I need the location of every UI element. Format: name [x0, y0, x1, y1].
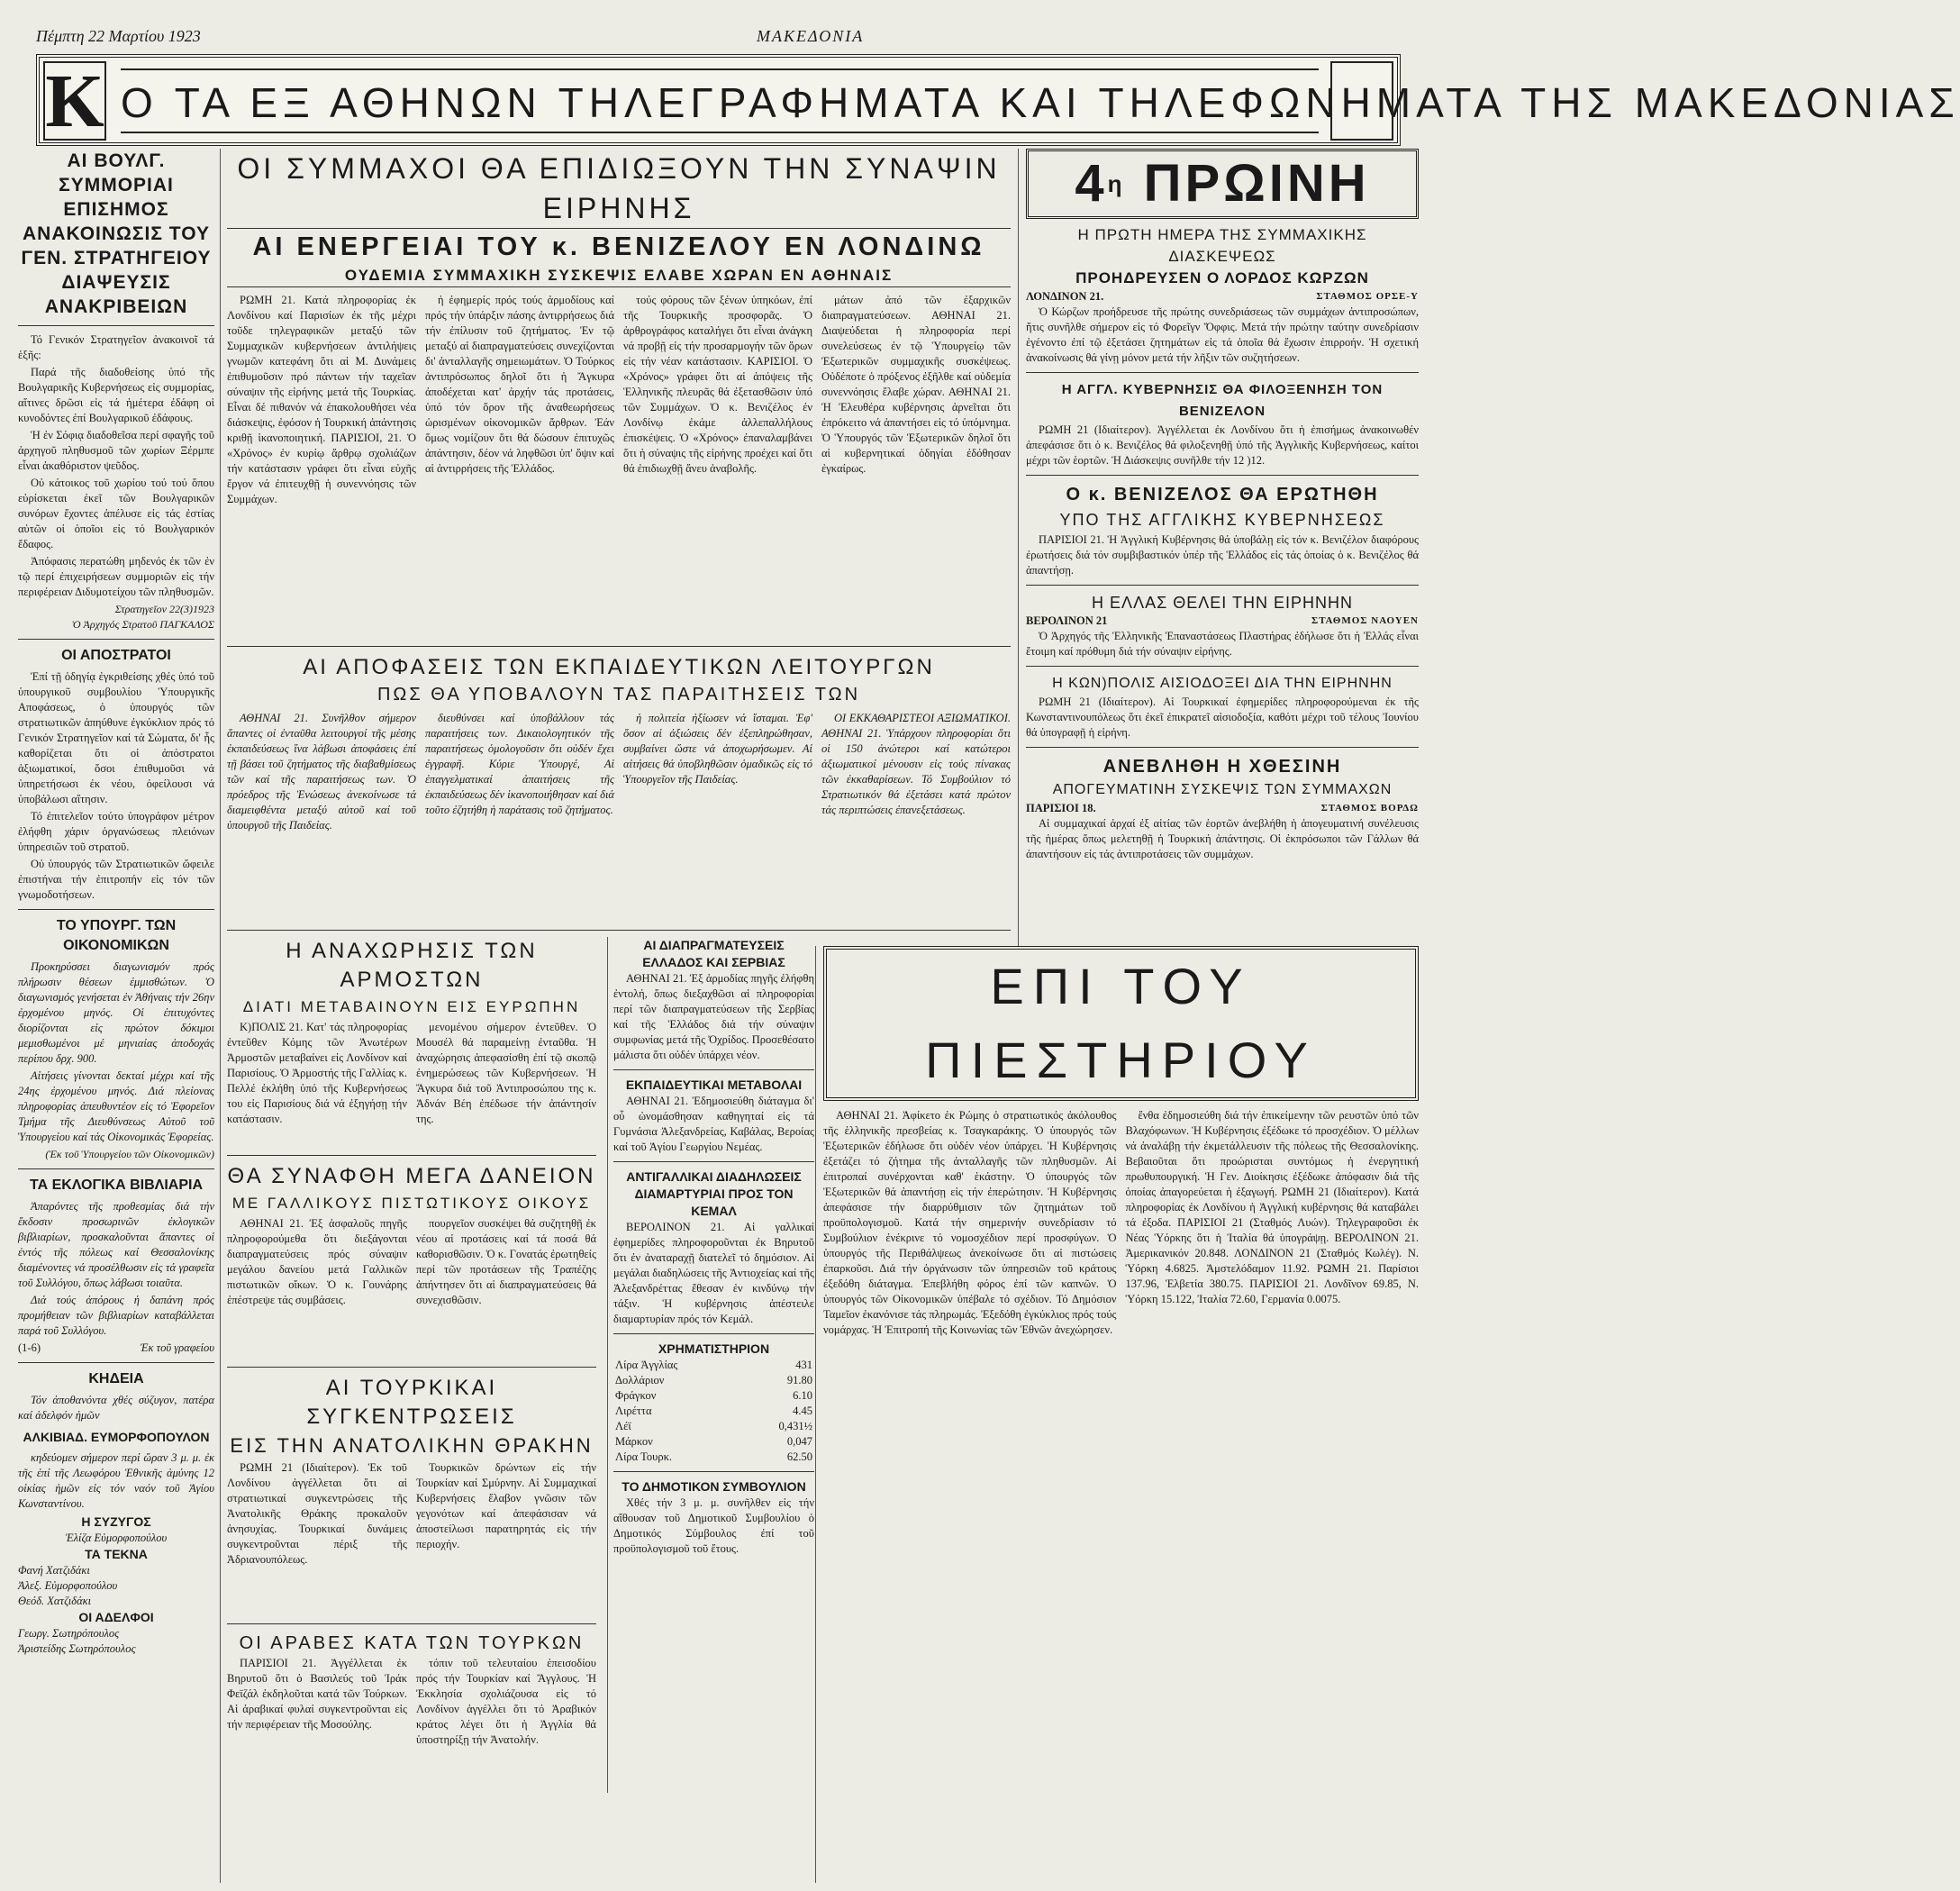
headline: ΑΝΕΒΛΗΘΗ Η ΧΘΕΣΙΝΗ	[1102, 757, 1342, 777]
body: ΒΕΡΟΛΙΝΟΝ 21. Αἱ γαλλικαί ἐφημερίδες πληροφοροῦνται ἐκ Βηρυτοῦ ὅτι ἐν ἀναταραχῇ διατελεῖ τό δημόσιον. Αἱ μεγάλαι διαδηλώσεις τῆς Ἀντιοχείας καί τῆς Ἀλεξανδρέττας ἔθεσαν ἐν κινδύνῳ τήν τάξιν. Ἡ κυβέρνησις ἀπέστειλε διαμαρτυρίαν πρός τόν Κεμάλ.	[613, 1221, 814, 1325]
article-anti-french	[613, 1168, 814, 1327]
stop-press-title: ΕΠΙ ΤΟΥ ΠΙΕΣΤΗΡΙΟΥ	[823, 946, 1419, 1101]
ornamental-initial: Κ	[43, 61, 106, 141]
stop-press-columns	[823, 1108, 1419, 1340]
paragraph: Παρά τῆς διαδοθείσης ὑπό τῆς Βουλγαρικῆς Κυβερνήσεως εἰς συμμορίας, αἵτινες δρῶσι εἰς τά ἡμέτερα ἐδάφη οἱ κυνοδόντες ἐπί Βουλγαρικοῦ ἐδάφους.	[18, 366, 214, 424]
banner-headline: ΟΙ ΣΥΜΜΑΧΟΙ ΘΑ ΕΠΙΔΙΩΞΟΥΝ ΤΗΝ ΣΥΝΑΨΙΝ ΕΙΡΗΝΗΣ	[227, 149, 1011, 229]
paper-name: ΜΑΚΕΔΟΝΙΑ	[757, 27, 865, 45]
article-greece-wants-peace	[1026, 592, 1419, 659]
table-row: Λέϊ 0,431½	[615, 1420, 812, 1432]
paragraph: Ἡ ἐν Σόφιᾳ διαδοθεῖσα περί σφαγῆς τοῦ ἀρχηγοῦ πληθυσμοῦ τῶν χωρίων Ξέρμπε εἶναι ἀκαθόριστον ψεῦδος.	[18, 429, 214, 472]
article-municipal-council	[613, 1478, 814, 1557]
story-column: τόπιν τοῦ τελευταίου ἐπεισοδίου πρός τήν Τουρκίαν καί Ἄγγλους. Ἡ Ἐκκλησία σχολιάζουσα εἰς τό Λονδίνον ἀγγέλλει ὅτι τό Ἀραβικόν κράτος λέγει ὅτι ἡ Ἀγγλία θά ὑποστηρίξῃ τήν Ἀνατολήν.	[416, 1657, 596, 1746]
article-finance-ministry	[18, 916, 214, 1162]
body: Αἱ συμμαχικαί ἀρχαί ἐξ αἰτίας τῶν ἑορτῶν ἀνεβλήθη ἡ ἀπογευματινή συνέλευσις τῆς ἡμέρας ὅπως μελετηθῇ ἡ Τουρκική ἀπάντησις. Οἱ ἐκπρόσωποι τῶν Γάλλων θά ἀπαντήσουν εἰς τάς ἀντιπροτάσεις τῶν συμμάχων.	[1026, 817, 1419, 860]
station: ΣΤΑΘΜΟΣ ΒΟΡΔΩ	[1320, 803, 1419, 814]
left-column	[18, 149, 221, 1883]
station: ΣΤΑΘΜΟΣ ΟΡΣΕ-Υ	[1316, 291, 1419, 302]
child: Φανή Χατζιδάκι	[18, 1564, 90, 1577]
headline: ΑΝΤΙΓΑΛΛΙΚΑΙ ΔΙΑΔΗΛΩΣΕΙΣ ΔΙΑΜΑΡΤΥΡΙΑΙ ΠΡΟΣ ΤΟΝ ΚΕΜΑΛ	[626, 1169, 802, 1218]
subheadline: ΔΙΑΤΙ ΜΕΤΑΒΑΙΝΟΥΝ ΕΙΣ ΕΥΡΩΠΗΝ	[242, 998, 581, 1015]
body: ΑΘΗΝΑΙ 21. Ἐδημοσιεύθη διάταγμα δι' οὗ ὠνομάσθησαν καθηγηταί εἰς τά Γυμνάσια Ἀλεξανδρείας, Καβάλας, Βεροίας καί τοῦ Ἁγίου Γεωργίου Νεμέας.	[613, 1095, 814, 1153]
sibling: Γεωργ. Σωτηρόπουλος	[18, 1627, 120, 1640]
headline: ΑΙ ΑΠΟΦΑΣΕΙΣ ΤΩΝ ΕΚΠΑΙΔΕΥΤΙΚΩΝ ΛΕΙΤΟΥΡΓΩΝ	[303, 655, 935, 679]
dateline: ΒΕΡΟΛΙΝΟΝ 21	[1026, 614, 1108, 627]
spouse: Ἐλίζα Εὐμορφοπούλου	[65, 1532, 168, 1544]
body: Ὁ Ἀρχηγός τῆς Ἑλληνικῆς Ἐπαναστάσεως Πλαστήρας ἐδήλωσε ὅτι ἡ Ἑλλάς εἶναι ἕτοιμη καί πρόθυμη διά τήν σύναψιν εἰρήνης.	[1026, 630, 1419, 658]
article-conference-day-one	[1026, 224, 1419, 366]
late-sup: η	[1107, 170, 1126, 197]
paragraph: Διά τούς ἀπόρους ἡ δαπάνη πρός προμήθειαν τῶν βιβλιαρίων καταβάλλεται παρά τοῦ Συλλόγου.	[18, 1294, 214, 1337]
story-column: Κ)ΠΟΛΙΣ 21. Κατ' τάς πληροφορίας ἐντεῦθεν Κόμης τῶν Ἀνωτέρων Ἀρμοστῶν μεταβαίνει εἰς Λονδίνον καί Παρισίους. Ὁ Ἀρμοστής τῆς Γαλλίας κ. Πελλέ ἐκλήθη ὑπό τῆς Κυβερνήσεως του εἰς Παρισίους διά νά ἐξηγήσῃ τήν κατάστασιν.	[227, 1021, 407, 1125]
subheadline: ΥΠΟ ΤΗΣ ΑΓΓΛΙΚΗΣ ΚΥΒΕΡΝΗΣΕΩΣ	[1059, 511, 1385, 529]
table-row: Λίρα Τουρκ. 62.50	[615, 1450, 812, 1463]
dateline: ΛΟΝΔΙΝΟΝ 21.	[1026, 290, 1104, 303]
article-constantinople-optimistic	[1026, 673, 1419, 741]
body: ΡΩΜΗ 21 (Ιδιαίτερον). Αἱ Τουρκικαί ἐφημερίδες πληροφορούμεναι ἐκ τῆς Κωνσταντινουπόλεως ὅτι ἐκεῖ ἐπικρατεῖ αἰσιοδοξία, καθότι μέχρι τοῦ τέλους Ἰουνίου θά ὑπογραφῇ ἡ εἰρήνη.	[1026, 695, 1419, 739]
story-column: μενομένου σήμερον ἐντεῦθεν. Ὁ Μουσέλ θά παραμείνῃ ἐνταῦθα. Ἡ ἀναχώρησις ἀπεφασίσθη ἐπί τῷ σκοπῷ ἐνημερώσεως τῶν Κυβερνήσεων. Ἡ Ἄγκυρα διά τοῦ Ἀντιπροσώπου της κ. Ἀδνάν Βέη ἐπέδωσε τήν ἀπάντησίν της.	[416, 1021, 596, 1125]
headline: ΕΚΠΑΙΔΕΥΤΙΚΑΙ ΜΕΤΑΒΟΛΑΙ	[625, 1077, 803, 1092]
article-venizelos-hosted	[1026, 379, 1419, 468]
headline: Η ΕΛΛΑΣ ΘΕΛΕΙ ΤΗΝ ΕΙΡΗΝΗΝ	[1092, 594, 1353, 612]
reference: (1-6)	[18, 1341, 41, 1354]
children-title: ΤΑ ΤΕΚΝΑ	[85, 1547, 148, 1561]
body: ΑΘΗΝΑΙ 21. Ἐξ ἀρμοδίας πηγῆς ἐλήφθη ἐντολή, ὅπως διεξαχθῶσι αἱ πληροφορίαι περί τῶν διαπραγματεύσεων τῆς Σερβίας καί τῆς Ἑλλάδος διά τήν σύναψιν συμφωνίας μετά τῆς Ὀχρίδος. Προσεθέσατο μάλιστα ὅτι οὐδέν ὑπάρχει νέον.	[613, 972, 814, 1061]
article-loan	[227, 1162, 596, 1360]
subheadline: ΕΙΣ ΤΗΝ ΑΝΑΤΟΛΙΚΗΝ ΘΡΑΚΗΝ	[230, 1434, 594, 1457]
center-left-stack	[227, 937, 596, 1793]
table-row: Φράγκον 6.10	[615, 1389, 812, 1402]
body: ΠΑΡΙΣΙΟΙ 21. Ἡ Ἀγγλική Κυβέρνησις θά ὑποβάλῃ εἰς τόν κ. Βενιζέλον διαφόρους ἐρωτήσεις διά τόν συμβιβαστικόν ὑπέρ τῆς Ἑλλάδος εἰς τάς ὁποίας ὁ κ. Βενιζέλος θά ἀπαντήσῃ.	[1026, 533, 1419, 577]
paragraph: Ἐπί τῇ ὁδηγίᾳ ἐγκριθείσης χθές ὑπό τοῦ ὑπουργικοῦ συμβουλίου Ὑπουργικῆς Αποφάσεως, ὁ ὑπουργός τῶν στρατιωτικῶν ἀπηύθυνε ἐγκύκλιον πρός τό Γενικόν Στρατηγεῖον καί τά Σώματα, δι' ἧς καθορίζεται ὅτι οἱ ἀπόστρατοι ἀξιωματικοί, ὅσοι ἐπιθυμοῦσι νά ὑπηρετήσωσι ἐκ νέου, ὀφείλουσι νά ὑποβάλωσι αἴτησιν.	[18, 670, 214, 805]
center-right-stack	[607, 937, 814, 1793]
paragraph: Ἀπαρόντες τῆς προθεσμίας διά τήν ἔκδοσιν προσωρινῶν ἐκλογικῶν βιβλιαρίων, προσκαλοῦνται ἅπαντες οἱ ἐντός τῆς πόλεως καί Θεσσαλονίκης διαμένοντες νά προσέλθωσιν εἰς τά γραφεῖα τοῦ Συλλόγου, ὅπως λάβωσι τοιαῦτα.	[18, 1200, 214, 1289]
headline: ΑΙ ΒΟΥΛΓ. ΣΥΜΜΟΡΙΑΙ ΕΠΙΣΗΜΟΣ ΑΝΑΚΟΙΝΩΣΙΣ ΤΟΥ ΓΕΝ. ΣΤΡΑΤΗΓΕΙΟΥ ΔΙΑΨΕΥΣΙΣ ΑΝΑΚΡΙΒΕΙΩΝ	[21, 150, 212, 317]
dateline: Στρατηγεῖον 22(3)1923	[114, 603, 214, 615]
body: κηδεύομεν σήμερον περί ὥραν 3 μ. μ. ἐκ τῆς ἐπί τῆς Λεωφόρου Ἐθνικῆς ἀμύνης 12 οἰκίας ἡμῶν εἰς τόν ναόν τοῦ Ἁγίου Κωνσταντίνου.	[18, 1451, 214, 1510]
headline: ΘΑ ΣΥΝΑΦΘΗ ΜΕΓΑ ΔΑΝΕΙΟΝ	[227, 1164, 596, 1188]
section-masthead	[36, 54, 1960, 146]
ornament-right	[1330, 61, 1393, 141]
headline: ΤΟ ΥΠΟΥΡΓ. ΤΩΝ ΟΙΚΟΝΟΜΙΚΩΝ	[56, 918, 177, 953]
paragraph: Ἀπόφασις περατώθη μηδενός ἐκ τῶν ἐν τῷ περί ἐπιχειρήσεων συμμοριῶν εἰς τήν περιφέρειαν Διδυμοτείχου τῶν πληθυσμῶν.	[18, 555, 214, 598]
body: Ὁ Κώρζων προήδρευσε τῆς πρώτης συνεδριάσεως τῶν συμμάχων ἀντιπροσώπων, ἥτις συνῆλθε σήμερον εἰς τό Φορεῖγν Ὄφφις. Μετά τήν πρώτην ταύτην συνεδρίασιν ἐγένοντο ἐπί τῷ ἐξετάσει ζητημάτων εἰς τά ὁποῖα θά ἔχωσιν ἐπιρροήν. Ἡ σχετική ἀνακοίνωσις θά γίνῃ μόνον μετά τήν λῆξιν τῶν συζητήσεων.	[1026, 305, 1419, 364]
headline: ΑΙ ΤΟΥΡΚΙΚΑΙ ΣΥΓΚΕΝΤΡΩΣΕΙΣ	[306, 1376, 517, 1429]
subheadline: ΠΡΟΗΔΡΕΥΣΕΝ Ο ΛΟΡΔΟΣ ΚΩΡΖΩΝ	[1075, 269, 1369, 286]
table-row: Δολλάριον 91.80	[615, 1374, 812, 1386]
late-word: ΠΡΩΙΝΗ	[1143, 154, 1370, 213]
article-conference-postponed	[1026, 754, 1419, 862]
lead: Τόν ἀποθανόντα χθές σύζυγον, πατέρα καί ἀδελφόν ἡμῶν	[18, 1394, 214, 1422]
story-column: ἔνθα ἐδημοσιεύθη διά τήν ἐπικείμενην τῶν ρευστῶν ὑπό τῶν Βλαχόφωνων. Ἡ Κυβέρνησις ἐξέδωκε τό προσχέδιον. Ὁ μέλλων νά ἀναλάβῃ τήν ἐκμετάλλευσιν τῆς πόλεως τῆς Θεσσαλονίκης. Βεβαιοῦται ὅτι προώρισται συντόμως ἡ ἐνεργητική πρωθυπουργική. Ἡ Γεν. Διοίκησις ἐξέδωκε ἀπόφασιν διά τῆς ὁποίας ἀπαγορεύεται ἡ ἐξαγωγή. ΡΩΜΗ 21 (Ιδιαίτερον). Κατά πληροφορίας ἐκ Λονδίνου ἡ Ἀγγλική κυβέρνησις θά καταβάλει τά ἐξοδα. ΠΑΡΙΣΙΟΙ 21 (Σταθμός Λυών). Τηλεγραφοῦσι ἐκ Νέας Ὑόρκης ὅτι ἡ Ἰταλία θά ὑπογράψῃ. ΒΕΡΟΛΙΝΟΝ 21. Ἀμερικανικόν 20.848. ΛΟΝΔΙΝΟΝ 21 (Σταθμός Κωλέγ). Ν. Ὑόρκη 4.6825. Ἀμστελόδαμον 11.92. ΡΩΜΗ 21. Παρίσιοι 137.96, Ἑλβετία 380.75. ΠΑΡΙΣΙΟΙ 21. Λονδῖνον 69.85, Ν. Ὑόρκη 15.122, Ἰταλία 72.60, Γερμανία 0.0075.	[1125, 1109, 1419, 1305]
story-column: διευθύνσει καί ὑποβάλλουν τάς παραιτήσεις των. Δικαιολογητικόν τῆς παραιτήσεως ὁμολογοῦσιν ὅτι οὐδέν ἔχει ἐγγραφῆ. Κύριε Ὑπουργέ, Αἱ ἐπαγγελματικαί ἀπαιτήσεις τῆς ἐκπαιδεύσεως δέν ἱκανοποιήθησαν καί διά τοῦτο ἐζητήθη ἡ παράτασις τοῦ ζητήματος.	[425, 712, 614, 816]
article-greece-serbia	[613, 937, 814, 1063]
headline: ΤΟ ΔΗΜΟΤΙΚΟΝ ΣΥΜΒΟΥΛΙΟΝ	[622, 1479, 806, 1494]
story-column: ΡΩΜΗ 21. Κατά πληροφορίας ἐκ Λονδίνου καί Παρισίων ἐκ τῆς μέχρι τοῦδε τηλεγραφικῶν μεταξύ τῶν Συμμαχικῶν κυβερνήσεων ἀντιλήψεις γνωμῶν κατεφάνη ὅτι αἱ Μ. Δυνάμεις ἐπιθυμοῦσιν πρό πάντων τήν ταχεῖαν σύναψιν τῆς εἰρήνης μετά τῆς Τουρκίας. Εἶναι δέ πιθανόν νά ἐπακολουθήσει νέα διάσκεψις, ἐφόσον ἡ Τουρκική ἀπάντησις κριθῇ ἱκανοποιητική. ΠΑΡΙΣΙΟΙ, 21. Ὁ «Χρόνος» ἐν κυρίῳ ἄρθρῳ σχολιάζων τήν κατάστασιν γράφει ὅτι εἶναι εὐχῆς ἔργον νά ἐπιτευχθῇ ἡ συνεννόησις τῶν Συμμάχων.	[227, 294, 416, 505]
story-column: ΑΘΗΝΑΙ 21. Ἀφίκετο ἐκ Ρώμης ὁ στρατιωτικός ἀκόλουθος τῆς ἑλληνικῆς πρεσβείας κ. Τσαγκαράκης. Ὁ ὑπουργός τῶν Ἐξωτερικῶν ἐδήλωσε ὅτι οὐδέν νέον ὑπάρχει. Ἡ Κυβέρνησις ἐξετάζει τό ζήτημα τῆς ἀνταλλαγῆς τῶν πληθυσμῶν. Αἱ ἐπιτροπαί συνέρχονται καθ' ἑκάστην. Ὁ ὑπουργός τῶν Ἐξωτερικῶν θά ἀπαντήσῃ εἰς τήν ἐπερώτησιν. Ἡ Κυβέρνησις ἀπεφάσισε τήν διαρρύθμισιν τῶν ζητημάτων τοῦ προϋπολογισμοῦ. Κατά τήν σημερινήν συνεδρίασιν τό Συμβούλιον ἐνέκρινε τό νομοσχέδιον περί προσφύγων. Ὁ ὑπουργός τῆς Περιθάλψεως ἀνεκοίνωσε ὅτι αἱ πιστώσεις ἐπαρκοῦσι. Διά τήν ὀργάνωσιν τῶν ὑπηρεσιῶν τοῦ κράτους ἐξεδόθη διάταγμα. Ἐπεβλήθη φόρος ἐπί τῶν καπνῶν. Ὁ ὑπουργός τῶν Οἰκονομικῶν ὑπέβαλε τό σχέδιον. Τό Δημόσιον Ταμεῖον ἐκανόνισε τάς πληρωμάς. Ἐξεδόθη ἐγκύκλιος πρός τούς νομάρχας. Ἡ Ἐπιτροπή τῆς Κοινωνίας τῶν Ἐθνῶν ἀνεχώρησεν.	[823, 1109, 1117, 1336]
paragraph: Αἰτήσεις γίνονται δεκταί μέχρι καί τῆς 24ης ἐρχομένου μηνός. Διά πλείονας πληροφορίας ἀπευθυντέον εἰς τό Ἐφορεῖον Τμήμα τῆς Διευθύνσεως Αὐτοῦ τοῦ Ὑπουργείου καί τάς Οἰκονομικάς Ἐφορείας.	[18, 1069, 214, 1143]
story-column: ΟΙ ΕΚΚΑΘΑΡΙΣΤΕΟΙ ΑΞΙΩΜΑΤΙΚΟΙ. ΑΘΗΝΑΙ 21. Ὑπάρχουν πληροφορίαι ὅτι οἱ 150 ἀνώτεροι καί κατώτεροι ἀξιωματικοί μένουσιν εἰς τούς πίνακας τῶν ἐκκαθαρίσεων. Τό Συμβούλιον τό Στρατιωτικόν θά ἐξετάσει κατά πρώτον τάς περιπτώσεις ἐπανεξετάσεως.	[821, 712, 1011, 816]
subheadline: ΠΩΣ ΘΑ ΥΠΟΒΑΛΟΥΝ ΤΑΣ ΠΑΡΑΙΤΗΣΕΙΣ ΤΩΝ	[377, 685, 861, 705]
body: Χθές τήν 3 μ. μ. συνῆλθεν εἰς τήν αἴθουσαν τοῦ Δημοτικοῦ Συμβουλίου ὁ Δημοτικός Σύμβουλος ἐπί τοῦ προϋπολογισμοῦ τοῦ ἔτους.	[613, 1496, 814, 1555]
article-arabs	[227, 1631, 596, 1793]
subheadline: ΜΕ ΓΑΛΛΙΚΟΥΣ ΠΙΣΤΩΤΙΚΟΥΣ ΟΙΚΟΥΣ	[231, 1195, 592, 1212]
paragraph: Οὐ ὑπουργός τῶν Στρατιωτικῶν ὤφειλε ἐπιστήναι τήν ἐπιτροπήν εἰς τόν τῶν γνωμοδοτήσεων.	[18, 858, 214, 901]
banner-deck: ΟΥΔΕΜΙΑ ΣΥΜΜΑΧΙΚΗ ΣΥΣΚΕΨΙΣ ΕΛΑΒΕ ΧΩΡΑΝ ΕΝ ΑΘΗΝΑΙΣ	[227, 265, 1011, 287]
section-title: Ο ΤΑ ΕΞ ΑΘΗΝΩΝ ΤΗΛΕΓΡΑΦΗΜΑΤΑ ΚΑΙ ΤΗΛΕΦΩΝΗΜΑΤΑ ΤΗΣ ΜΑΚΕΔΟΝΙΑΣ	[121, 68, 1319, 133]
rates-table	[613, 1358, 814, 1465]
banner-subheadline: ΑΙ ΕΝΕΡΓΕΙΑΙ ΤΟΥ κ. ΒΕΝΙΖΕΛΟΥ ΕΝ ΛΟΝΔΙΝΩ	[252, 232, 985, 261]
headline: Η ΑΓΓΛ. ΚΥΒΕΡΝΗΣΙΣ ΘΑ ΦΙΛΟΞΕΝΗΣΗ ΤΟΝ ΒΕΝΙΖΕΛΟΝ	[1061, 382, 1384, 419]
article-education-changes	[613, 1077, 814, 1155]
headline: ΤΑ ΕΚΛΟΓΙΚΑ ΒΙΒΛΙΑΡΙΑ	[29, 1177, 203, 1193]
headline: ΟΙ ΑΡΑΒΕΣ ΚΑΤΑ ΤΩΝ ΤΟΥΡΚΩΝ	[239, 1633, 585, 1653]
story-column: τούς φόρους τῶν ξένων ὑπηκόων, ἐπί τῆς Τουρκικῆς προσφορᾶς. Ὁ ἀρθρογράφος καταλήγει ὅτι εἶναι ἀνάγκη νά προβῇ εἰς τήν προσαρμογήν τῶν ὅρων εἰς τήν νέαν κατάστασιν. ΚΑΡΙΣΙΟΙ. Ὁ «Χρόνος» γράφει ὅτι αἱ ἀπόψεις τῆς Ἑλληνικῆς πλευρᾶς θά ἐξετασθῶσιν ὑπό τῶν Συμμάχων. Ὁ κ. Βενιζέλος ἐν Λονδίνῳ ἐκάμε ἀλλεπαλλήλους ἐπισκέψεις. Ὁ «Χρόνος» ἐπαναλαμβάνει ὅτι ἡ σύναψις τῆς εἰρήνης προέχει καί ὅτι θά ἐπιδιωχθῇ ἄνευ ἀναβολῆς.	[623, 294, 812, 475]
spouse-title: Η ΣΥΖΥΓΟΣ	[81, 1514, 151, 1529]
subheadline: ΑΠΟΓΕΥΜΑΤΙΝΗ ΣΥΣΚΕΨΙΣ ΤΩΝ ΣΥΜΜΑΧΩΝ	[1052, 782, 1393, 797]
signature: Ὁ Ἀρχηγός Στρατοῦ ΠΑΓΚΑΛΟΣ	[71, 618, 214, 631]
headline: Η ΑΝΑΧΩΡΗΣΙΣ ΤΩΝ ΑΡΜΟΣΤΩΝ	[286, 939, 538, 992]
body: ΡΩΜΗ 21 (Ιδιαίτερον). Ἀγγέλλεται ἐκ Λονδίνου ὅτι ἡ ἐπισήμως ἀνακοινωθέν ἀπεφάσισε ὅτι ὁ κ. Βενιζέλος θά φιλοξενηθῇ ὑπό τῆς Ἀγγλικῆς Κυβερνήσεως, καίτοι μέχρι τῶν ἑορτῶν. Ἡ Διάσκεψις συνῆλθε τήν 12 )12.	[1026, 423, 1419, 467]
article-turkish-concentrations	[227, 1374, 596, 1617]
dateline: ΠΑΡΙΣΙΟΙ 18.	[1026, 802, 1096, 814]
story-column: ΑΘΗΝΑΙ 21. Συνῆλθον σήμερον ἅπαντες οἱ ἐνταῦθα λειτουργοί τῆς μέσης ἐκπαιδεύσεως ἵνα λάβωσι ἀποφάσεις ἐπί τῇ βάσει τοῦ ζητήματος τῆς διαβαθμίσεως τῶν καί τῆς παραιτήσεως των. Ὁ πρόεδρος τῆς Ἑνώσεως ἀνεκοίνωσε τά διαμειφθέντα μεταξύ αὐτοῦ καί τοῦ ὑπουργοῦ τῆς Παιδείας.	[227, 712, 416, 832]
article-commissioners	[227, 937, 596, 1149]
table-row: Μάρκον 0,047	[615, 1435, 812, 1448]
headline: ΧΡΗΜΑΤΙΣΤΗΡΙΟΝ	[658, 1341, 770, 1356]
table-row: Λίρα Ἀγγλίας 431	[615, 1359, 812, 1371]
signature: Ἐκ τοῦ γραφείου	[140, 1341, 214, 1354]
deceased-name: ΑΛΚΙΒΙΑΔ. ΕΥΜΟΡΦΟΠΟΥΛΟΝ	[23, 1430, 210, 1444]
headline: Ο κ. ΒΕΝΙΖΕΛΟΣ ΘΑ ΕΡΩΤΗΘΗ	[1066, 485, 1379, 505]
paragraph: Τό Γενικόν Στρατηγεῖον ἀνακοινοῖ τά ἑξῆς:	[18, 333, 214, 361]
siblings-title: ΟΙ ΑΔΕΛΦΟΙ	[78, 1610, 154, 1624]
story-column: ἡ ἐφημερίς πρός τούς ἀρμοδίους καί πρός τήν ὑπάρξιν πάσης ἀντιρρήσεως διά τήν ἐπίλυσιν τοῦ ζητήματος. Ἐν τῷ μεταξύ αἱ διαπραγματεύσεις συνεχίζονται δι' ἀνταλλαγῆς σημειωμάτων. Ὁ Τούρκος ἀντιπρόσωπος δηλοῖ ὅτι ἡ Ἄγκυρα ἀποδέχεται κατ' ἀρχήν τάς προτάσεις, ὑπό τόν ὅρον τῆς ἀναθεωρήσεως ὡρισμένων οἰκονομικῶν ἄρθρων. Ἐάν ὅμως νομίζουν ὅτι θά δώσουν ἐπιτυχῶς ἀπάντησιν, δέον νά ληφθῶσι ὑπ' ὄψιν καί αἱ ἀντιρρήσεις τῆς Ἑλλάδος.	[425, 294, 614, 475]
headline: ΑΙ ΔΙΑΠΡΑΓΜΑΤΕΥΣΕΙΣ ΕΛΛΑΔΟΣ ΚΑΙ ΣΕΡΒΙΑΣ	[642, 938, 785, 969]
headline: Η ΚΩΝ)ΠΟΛΙΣ ΑΙΣΙΟΔΟΞΕΙ ΔΙΑ ΤΗΝ ΕΙΡΗΝΗΝ	[1052, 676, 1393, 691]
lead-story-columns	[227, 293, 1011, 640]
headline: ΚΗΔΕΙΑ	[88, 1371, 144, 1386]
signature: (Ἐκ τοῦ Ὑπουργείου τῶν Οἰκονομικῶν)	[45, 1148, 214, 1160]
story-column: πουργεῖον συσκέψει θά συζητηθῇ ἐκ νέου αἱ προτάσεις καί τά ποσά θά καθορισθῶσιν. Ὁ κ. Γονατάς ἐρωτηθείς περί τῶν προτάσεων τῆς Τραπέζης ἀπήντησεν ὅτι αἱ διαπραγματεύσεις θά συνεχισθῶσιν.	[416, 1217, 596, 1306]
story-column: Τουρκικῶν δρώντων εἰς τήν Τουρκίαν καί Σμύρνην. Αἱ Συμμαχικαί Κυβερνήσεις ἔλαβον γνῶσιν τῶν γεγονότων καί ἀπεφάσισαν νά ἀποστείλωσι παρατηρητάς εἰς τήν περιοχήν.	[416, 1461, 596, 1550]
headline: ΟΙ ΑΠΟΣΤΡΑΤΟΙ	[61, 648, 171, 663]
article-bulgarian-bands	[18, 149, 214, 632]
headline: Η ΠΡΩΤΗ ΗΜΕΡΑ ΤΗΣ ΣΥΜΜΑΧΙΚΗΣ ΔΙΑΣΚΕΨΕΩΣ	[1077, 226, 1367, 265]
issue-date: Πέμπτη 22 Μαρτίου 1923	[36, 27, 201, 45]
station: ΣΤΑΘΜΟΣ ΝΑΟΥΕΝ	[1311, 615, 1419, 626]
paragraph: Τό ἐπιτελεῖον τούτο ὑπογράφον μέτρον ἐλήφθη χάριν ὀργανώσεως πλειόνων ὑπηρεσιῶν τοῦ στρατοῦ.	[18, 810, 214, 853]
story-column: ΠΑΡΙΣΙΟΙ 21. Ἀγγέλλεται ἐκ Βηρυτοῦ ὅτι ὁ Βασιλεύς τοῦ Ἰράκ Φεϊζάλ ἐκδηλοῦται κατά τῶν Τούρκων. Αἱ ἀραβικαί φυλαί συγκεντροῦνται εἰς τήν περιφέρειαν τῆς Μοσούλης.	[227, 1657, 407, 1731]
sibling: Ἀριστείδης Σωτηρόπουλος	[18, 1642, 136, 1655]
child: Ἀλεξ. Εὐμορφοπούλου	[18, 1579, 118, 1592]
table-row: Λιρέττα 4.45	[615, 1405, 812, 1417]
late-number: 4	[1075, 154, 1108, 213]
exchange-rates	[613, 1341, 814, 1465]
article-venizelos-asked	[1026, 482, 1419, 578]
funeral-notice	[18, 1369, 214, 1657]
story-column: ἡ πολιτεία ἠξίωσεν νά ἴσταμαι. Ἐφ' ὅσον αἱ ἀξιώσεις δέν ἐξεπληρώθησαν, συμβαίνει ὥστε νά ἀποχωρήσωμεν. Αἱ αἰτήσεις θά ὑποβληθῶσιν ὁμαδικῶς εἰς τό Ὑπουργεῖον τῆς Παιδείας.	[623, 712, 812, 786]
article-retired-officers	[18, 646, 214, 903]
paragraph: Προκηρύσσει διαγωνισμόν πρός πλήρωσιν θέσεων ἐμμισθώτων. Ὁ διαγωνισμός γενήσεται ἐν Ἀθήναις τήν 26ην ἐρχομένου μηνός. Οἱ ἐπιτυχόντες διορίζονται εἰς πρώτον δόκιμοι μεμισθωμένοι μέ μηνιαίας ἀποδοχάς περίπου δρχ. 900.	[18, 960, 214, 1065]
child: Θεόδ. Χατζιδάκι	[18, 1595, 92, 1607]
article-education-officials	[227, 653, 1011, 923]
story-column: ΡΩΜΗ 21 (Ιδιαίτερον). Ἐκ τοῦ Λονδίνου ἀγγέλλεται ὅτι αἱ στρατιωτικαί συγκεντρώσεις τῆς Ἀνατολικῆς Θράκης προκαλοῦν ἀνησυχίας. Τουρκικαί δυνάμεις συγκεντροῦνται πέριξ τῆς Ἀδριανουπόλεως.	[227, 1461, 407, 1566]
story-column: μάτων ἀπό τῶν ἐξαρχικῶν διαπραγματεύσεων. ΑΘΗΝΑΙ 21. Διαψεύδεται ἡ πληροφορία περί συνελεύσεως ἐν τῷ Ὑπουργείῳ τῶν Ἐξωτερικῶν συμμαχικῆς συσκέψεως. Οὐδέποτε ὁ πρόξενος ἐξῆλθε καί οὐδεμία συνεννόησις ἔλαβε χώραν. ΑΘΗΝΑΙ 21. Ἡ Ἐλευθέρα κυβέρνησις ἀρνεῖται ὅτι ἐπρόκειτο νά ἀπαντήσει εἰς τό ὑπόμνημα. Ὁ Ὑπουργός τῶν Ἐξωτερικῶν δηλοῖ ὅτι αἱ κυβερνητικαί ὁδηγίαι ἐδόθησαν ἐγκαίρως.	[821, 294, 1011, 475]
article-electoral-booklets	[18, 1176, 214, 1356]
running-head	[36, 27, 1396, 50]
paragraph: Οὐ κάτοικος τοῦ χωρίου τού τού ὅπου εὑρίσκεται ἐκεῖ τῶν Βουλγαρικῶν συνόρων ἔχοντες ἀπέλυσε εἰς τάς ἐστίας αὐτῶν οἱ ὁποῖοι εἰς τό Βουλγαρικόν ἔδαφος.	[18, 477, 214, 550]
stop-press-section	[815, 946, 1419, 1883]
late-edition-banner	[1026, 149, 1419, 219]
story-column: ΑΘΗΝΑΙ 21. Ἐξ ἀσφαλοῦς πηγῆς πληροφορούμεθα ὅτι διεξάγονται διαπραγματεύσεις πρός σύναψιν μεγάλου δανείου μετά Γαλλικῶν πιστωτικῶν οἴκων. Ὁ κ. Γουνάρης ἐπέστρεψε τάς συμβάσεις.	[227, 1217, 407, 1306]
